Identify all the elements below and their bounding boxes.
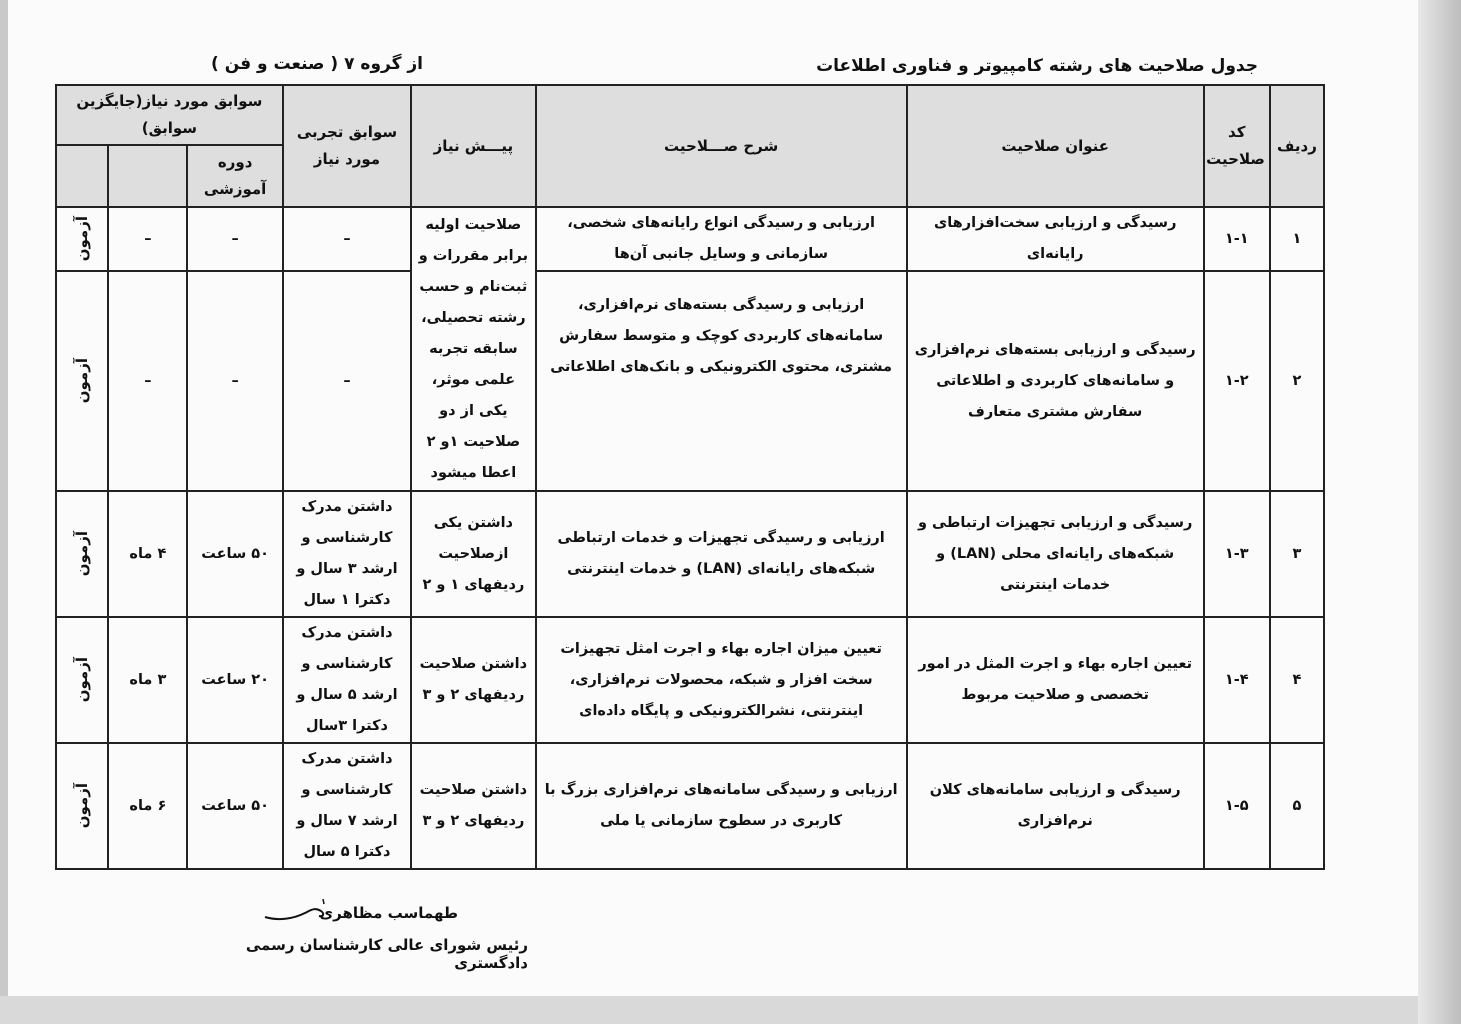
experience: – <box>283 271 411 491</box>
competency-description: ارزیابی و رسیدگی بسته‌های نرم‌افزاری، سامانه‌های کاربردی کوچک و متوسط سفارش مشتری، محتوی الکترونیکی و بانک‌های اطلاعاتی <box>536 271 907 491</box>
prerequisite: داشتن یکی ازصلاحیت ردیفهای ۱ و ۲ <box>411 491 535 617</box>
header-required-records: سوابق مورد نیاز(جایگزین سوابق) <box>56 85 283 145</box>
training-hours: ۵۰ ساعت <box>187 743 282 869</box>
experience: داشتن مدرک کارشناسی و ارشد ۳ سال و دکترا ۱ سال <box>283 491 411 617</box>
header-prerequisite: پیـــش نیاز <box>411 85 535 207</box>
header-experience: سوابق تجربی مورد نیاز <box>283 85 411 207</box>
exam-label: آزمون <box>56 491 108 617</box>
exam-label: آزمون <box>56 743 108 869</box>
header-row <box>56 85 1324 145</box>
prerequisite: داشتن صلاحیت ردیفهای ۲ و ۳ <box>411 617 535 743</box>
row-no: ۴ <box>1270 617 1324 743</box>
header-training: دوره آموزشی <box>187 145 282 207</box>
group-label: از گروه ۷ ( صنعت و فن ) <box>211 54 423 74</box>
row-no: ۱ <box>1270 207 1324 271</box>
exam-label: آزمون <box>56 271 108 491</box>
competency-code: ۱-۳ <box>1204 491 1270 617</box>
period: ۶ ماه <box>108 743 187 869</box>
document-page <box>8 0 1418 996</box>
competency-title: رسیدگی و ارزیابی تجهیزات ارتباطی و شبکه‌های رایانه‌ای محلی (LAN) و خدمات اینترنتی <box>907 491 1204 617</box>
training-hours: – <box>187 271 282 491</box>
header-exam-empty <box>56 145 108 207</box>
competency-title: رسیدگی و ارزیابی بسته‌های نرم‌افزاری و سامانه‌های کاربردی و اطلاعاتی سفارش مشتری متعارف <box>907 271 1204 491</box>
signatory-title: رئیس شورای عالی کارشناسان رسمی دادگستری <box>245 936 528 972</box>
experience: داشتن مدرک کارشناسی و ارشد ۵ سال و دکترا ۳سال <box>283 617 411 743</box>
header-row-no: ردیف <box>1270 85 1324 207</box>
period: ۳ ماه <box>108 617 187 743</box>
experience: – <box>283 207 411 271</box>
signatory-name: طهماسب مظاهری <box>319 904 458 922</box>
page-edge-shadow <box>1418 0 1461 1024</box>
exam-label: آزمون <box>56 207 108 271</box>
competency-code: ۱-۴ <box>1204 617 1270 743</box>
header-title: عنوان صلاحیت <box>907 85 1204 207</box>
table-row <box>56 271 1324 491</box>
training-hours: – <box>187 207 282 271</box>
training-hours: ۲۰ ساعت <box>187 617 282 743</box>
competency-code: ۱-۵ <box>1204 743 1270 869</box>
competency-description: تعیین میزان اجاره بهاء و اجرت امثل تجهیزات سخت افزار و شبکه، محصولات نرم‌افزاری، اینترنتی، نشرالکترونیکی و پایگاه داده‌ای <box>536 617 907 743</box>
period: ۴ ماه <box>108 491 187 617</box>
scan-background <box>0 996 1461 1024</box>
document-title: جدول صلاحیت های رشته کامپیوتر و فناوری اطلاعات <box>816 56 1258 76</box>
competency-title: رسیدگی و ارزیابی سامانه‌های کلان نرم‌افزاری <box>907 743 1204 869</box>
competency-description: ارزیابی و رسیدگی تجهیزات و خدمات ارتباطی شبکه‌های رایانه‌ای (LAN) و خدمات اینترنتی <box>536 491 907 617</box>
period: – <box>108 271 187 491</box>
table-row <box>56 743 1324 869</box>
competency-description: ارزیابی و رسیدگی سامانه‌های نرم‌افزاری بزرگ با کاربری در سطوح سازمانی یا ملی <box>536 743 907 869</box>
competency-code: ۱-۱ <box>1204 207 1270 271</box>
table-row <box>56 491 1324 617</box>
competency-code: ۱-۲ <box>1204 271 1270 491</box>
competency-description: ارزیابی و رسیدگی انواع رایانه‌های شخصی، سازمانی و وسایل جانبی آن‌ها <box>536 207 907 271</box>
row-no: ۳ <box>1270 491 1324 617</box>
table-row <box>56 207 1324 271</box>
competency-title: تعیین اجاره بهاء و اجرت المثل در امور تخصصی و صلاحیت مربوط <box>907 617 1204 743</box>
experience: داشتن مدرک کارشناسی و ارشد ۷ سال و دکترا ۵ سال <box>283 743 411 869</box>
header-code: کد صلاحیت <box>1204 85 1270 207</box>
header-description: شرح صـــلاحیت <box>536 85 907 207</box>
title-bar <box>8 54 1418 84</box>
exam-label: آزمون <box>56 617 108 743</box>
header-period-empty <box>108 145 187 207</box>
row-no: ۵ <box>1270 743 1324 869</box>
competency-title: رسیدگی و ارزیابی سخت‌افزارهای رایانه‌ای <box>907 207 1204 271</box>
row-no: ۲ <box>1270 271 1324 491</box>
period: – <box>108 207 187 271</box>
prerequisite: داشتن صلاحیت ردیفهای ۲ و ۳ <box>411 743 535 869</box>
table-row <box>56 617 1324 743</box>
competency-table <box>55 84 1325 870</box>
prerequisite-shared: صلاحیت اولیه برابر مقررات و ثبت‌نام و حسب رشته تحصیلی، سابقه تجربه علمی موثر، یکی از دو صلاحیت ۱و ۲ اعطا میشود <box>411 207 535 491</box>
training-hours: ۵۰ ساعت <box>187 491 282 617</box>
